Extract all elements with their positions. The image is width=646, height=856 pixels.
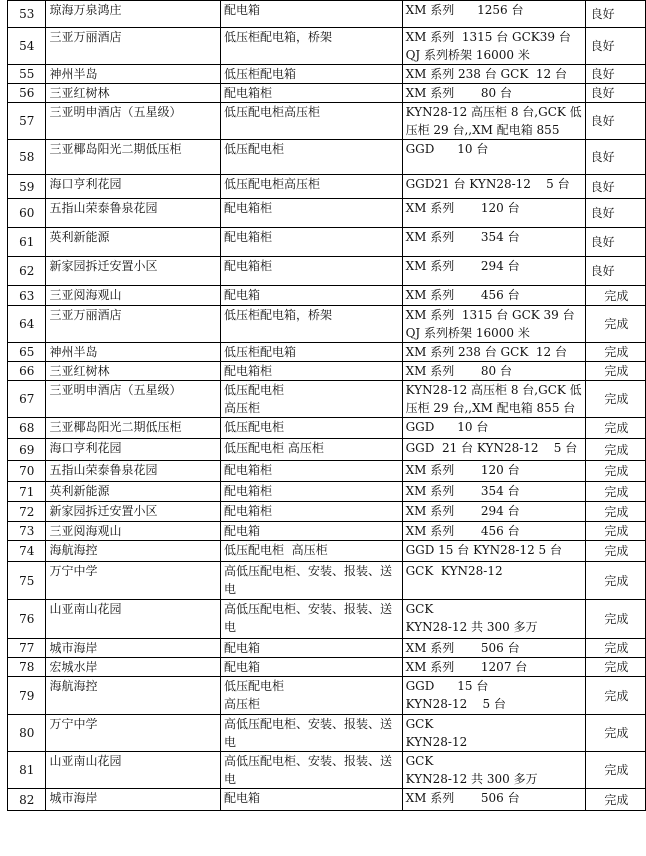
project-name-cell xyxy=(46,28,221,65)
table-row xyxy=(8,257,646,286)
equipment-detail-cell xyxy=(402,28,585,65)
equipment-type-cell xyxy=(221,28,403,65)
equipment-type-line: 配电箱柜 xyxy=(224,484,273,498)
equipment-detail-cell xyxy=(402,502,585,522)
equipment-detail-line: XM 系列 1207 台 xyxy=(405,660,528,674)
equipment-detail-line: GCK xyxy=(405,717,434,731)
status-cell: 良好 xyxy=(585,140,645,175)
equipment-type-cell xyxy=(221,199,403,228)
table-row xyxy=(8,715,646,752)
equipment-detail-line: GGD 15 台 KYN28-12 5 台 xyxy=(405,543,562,557)
table-row xyxy=(8,28,646,65)
row-number: 56 xyxy=(8,84,46,103)
equipment-type-cell xyxy=(221,677,403,715)
equipment-type-cell xyxy=(221,789,403,811)
row-number: 73 xyxy=(8,522,46,541)
project-name-line: 海航海控 xyxy=(49,679,98,693)
project-name-line: 三亚阅海观山 xyxy=(49,524,122,538)
status-cell: 完成 xyxy=(585,789,645,811)
equipment-detail-cell xyxy=(402,1,585,28)
row-number: 63 xyxy=(8,286,46,306)
table-row xyxy=(8,362,646,381)
equipment-detail-cell xyxy=(402,306,585,343)
equipment-detail-line: GGD 10 台 xyxy=(405,420,489,434)
equipment-type-line: 高低压配电柜、安装、报装、送 xyxy=(224,602,393,616)
equipment-type-cell xyxy=(221,140,403,175)
equipment-type-line: 电 xyxy=(224,735,237,749)
row-number: 68 xyxy=(8,418,46,439)
equipment-detail-line: QJ 系列桥架 16000 米 xyxy=(405,48,530,62)
project-table-body xyxy=(8,1,646,811)
equipment-detail-line: KYN28-12 高压柜 8 台,GCK 低 xyxy=(405,383,582,397)
status-cell: 完成 xyxy=(585,439,645,461)
status-cell: 完成 xyxy=(585,658,645,677)
row-number: 59 xyxy=(8,175,46,199)
table-row xyxy=(8,103,646,140)
row-number: 69 xyxy=(8,439,46,461)
equipment-detail-line: 压柜 29 台,,XM 配电箱 855 xyxy=(405,123,560,137)
table-row xyxy=(8,789,646,811)
table-row xyxy=(8,140,646,175)
status-cell: 良好 xyxy=(585,1,645,28)
equipment-detail-cell xyxy=(402,677,585,715)
project-name-cell xyxy=(46,658,221,677)
table-row xyxy=(8,600,646,639)
equipment-detail-line: 压柜 29 台,,XM 配电箱 855 台 xyxy=(405,401,576,415)
row-number: 65 xyxy=(8,343,46,362)
equipment-detail-line: XM 系列 506 台 xyxy=(405,791,520,805)
equipment-detail-cell xyxy=(402,362,585,381)
status-cell: 良好 xyxy=(585,65,645,84)
row-number: 81 xyxy=(8,752,46,789)
equipment-type-line: 配电箱 xyxy=(224,524,261,538)
project-name-line: 宏城水岸 xyxy=(49,660,98,674)
row-number: 72 xyxy=(8,502,46,522)
project-name-line: 五指山荣泰鲁泉花园 xyxy=(49,201,158,215)
equipment-detail-line: KYN28-12 5 台 xyxy=(405,697,506,711)
equipment-type-line: 配电箱柜 xyxy=(224,463,273,477)
equipment-detail-cell xyxy=(402,65,585,84)
project-name-line: 三亚红树林 xyxy=(49,364,110,378)
equipment-detail-cell xyxy=(402,658,585,677)
equipment-detail-line: XM 系列 1256 台 xyxy=(405,3,524,17)
equipment-type-cell xyxy=(221,715,403,752)
project-name-cell xyxy=(46,65,221,84)
project-name-line: 三亚明申酒店（五星级） xyxy=(49,105,182,119)
status-cell: 良好 xyxy=(585,228,645,257)
project-name-cell xyxy=(46,418,221,439)
table-row xyxy=(8,562,646,600)
project-name-cell xyxy=(46,482,221,502)
equipment-type-line: 配电箱 xyxy=(224,288,261,302)
project-name-cell xyxy=(46,362,221,381)
row-number: 55 xyxy=(8,65,46,84)
equipment-type-cell xyxy=(221,658,403,677)
equipment-type-line: 配电箱柜 xyxy=(224,86,273,100)
equipment-type-line: 低压配电柜 高压柜 xyxy=(224,441,324,455)
equipment-type-cell xyxy=(221,381,403,418)
table-row xyxy=(8,343,646,362)
project-name-line: 英利新能源 xyxy=(49,230,110,244)
project-name-line: 神州半岛 xyxy=(49,345,98,359)
equipment-detail-line: XM 系列 1315 台 GCK39 台 xyxy=(405,30,571,44)
row-number: 64 xyxy=(8,306,46,343)
status-cell: 完成 xyxy=(585,639,645,658)
project-name-line: 三亚椰岛阳光二期低压柜 xyxy=(49,420,182,434)
project-name-line: 琼海万泉鸿庄 xyxy=(49,3,122,17)
project-name-line: 新家园拆迁安置小区 xyxy=(49,259,158,273)
status-cell: 完成 xyxy=(585,461,645,482)
equipment-type-line: 配电箱柜 xyxy=(224,201,273,215)
equipment-detail-cell xyxy=(402,439,585,461)
equipment-detail-line: GCK xyxy=(405,754,434,768)
project-name-cell xyxy=(46,715,221,752)
equipment-type-cell xyxy=(221,541,403,562)
equipment-detail-cell xyxy=(402,639,585,658)
project-name-line: 海航海控 xyxy=(49,543,98,557)
equipment-type-cell xyxy=(221,343,403,362)
row-number: 53 xyxy=(8,1,46,28)
status-cell: 良好 xyxy=(585,84,645,103)
equipment-type-line: 高压柜 xyxy=(224,401,261,415)
table-row xyxy=(8,175,646,199)
project-name-line: 新家园拆迁安置小区 xyxy=(49,504,158,518)
status-cell: 完成 xyxy=(585,562,645,600)
table-row xyxy=(8,461,646,482)
project-name-line: 城市海岸 xyxy=(49,641,98,655)
equipment-detail-cell xyxy=(402,199,585,228)
project-name-cell xyxy=(46,228,221,257)
equipment-detail-line: XM 系列 80 台 xyxy=(405,86,512,100)
project-name-cell xyxy=(46,103,221,140)
equipment-type-line: 低压配电柜 xyxy=(224,420,285,434)
equipment-type-line: 低压柜配电箱 xyxy=(224,345,297,359)
equipment-type-line: 电 xyxy=(224,772,237,786)
equipment-detail-cell xyxy=(402,541,585,562)
equipment-type-cell xyxy=(221,482,403,502)
equipment-type-line: 低压柜配电箱 xyxy=(224,67,297,81)
equipment-detail-cell xyxy=(402,715,585,752)
status-cell: 完成 xyxy=(585,482,645,502)
row-number: 75 xyxy=(8,562,46,600)
equipment-detail-line: XM 系列 238 台 GCK 12 台 xyxy=(405,345,568,359)
equipment-type-cell xyxy=(221,639,403,658)
row-number: 78 xyxy=(8,658,46,677)
equipment-type-line: 低压柜配电箱，桥架 xyxy=(224,308,333,322)
row-number: 77 xyxy=(8,639,46,658)
equipment-type-cell xyxy=(221,257,403,286)
equipment-detail-line: KYN28-12 高压柜 8 台,GCK 低 xyxy=(405,105,582,119)
table-row xyxy=(8,286,646,306)
status-cell: 完成 xyxy=(585,343,645,362)
project-name-cell xyxy=(46,439,221,461)
equipment-type-cell xyxy=(221,362,403,381)
project-name-cell xyxy=(46,175,221,199)
equipment-detail-line: XM 系列 456 台 xyxy=(405,524,520,538)
project-name-cell xyxy=(46,502,221,522)
table-row xyxy=(8,65,646,84)
status-cell: 完成 xyxy=(585,677,645,715)
equipment-detail-cell xyxy=(402,600,585,639)
equipment-detail-line: XM 系列 456 台 xyxy=(405,288,520,302)
status-cell: 良好 xyxy=(585,103,645,140)
row-number: 66 xyxy=(8,362,46,381)
equipment-type-line: 低压配电柜 xyxy=(224,383,285,397)
equipment-detail-line: GGD 15 台 xyxy=(405,679,489,693)
project-name-cell xyxy=(46,140,221,175)
equipment-detail-cell xyxy=(402,381,585,418)
status-cell: 完成 xyxy=(585,600,645,639)
equipment-detail-cell xyxy=(402,482,585,502)
row-number: 80 xyxy=(8,715,46,752)
row-number: 70 xyxy=(8,461,46,482)
project-name-line: 城市海岸 xyxy=(49,791,98,805)
equipment-detail-line: XM 系列 238 台 GCK 12 台 xyxy=(405,67,568,81)
table-row xyxy=(8,502,646,522)
project-name-line: 三亚万丽酒店 xyxy=(49,308,122,322)
equipment-type-cell xyxy=(221,600,403,639)
equipment-type-cell xyxy=(221,439,403,461)
equipment-detail-cell xyxy=(402,461,585,482)
equipment-type-line: 配电箱 xyxy=(224,641,261,655)
equipment-type-line: 低压柜配电箱，桥架 xyxy=(224,30,333,44)
row-number: 54 xyxy=(8,28,46,65)
equipment-detail-line: XM 系列 506 台 xyxy=(405,641,520,655)
status-cell: 完成 xyxy=(585,541,645,562)
equipment-detail-line: GGD 10 台 xyxy=(405,142,489,156)
equipment-detail-cell xyxy=(402,286,585,306)
equipment-type-line: 低压配电柜 xyxy=(224,142,285,156)
equipment-detail-line: XM 系列 120 台 xyxy=(405,201,520,215)
equipment-type-line: 高压柜 xyxy=(224,697,261,711)
equipment-type-line: 配电箱 xyxy=(224,791,261,805)
equipment-type-cell xyxy=(221,175,403,199)
equipment-type-line: 配电箱柜 xyxy=(224,364,273,378)
table-row xyxy=(8,658,646,677)
equipment-type-cell xyxy=(221,418,403,439)
equipment-type-line: 电 xyxy=(224,582,237,596)
project-table xyxy=(7,0,646,811)
equipment-detail-line: XM 系列 294 台 xyxy=(405,504,520,518)
project-name-line: 神州半岛 xyxy=(49,67,98,81)
equipment-type-cell xyxy=(221,1,403,28)
equipment-type-line: 配电箱 xyxy=(224,660,261,674)
status-cell: 完成 xyxy=(585,752,645,789)
table-row xyxy=(8,1,646,28)
status-cell: 完成 xyxy=(585,362,645,381)
table-row xyxy=(8,482,646,502)
project-name-cell xyxy=(46,1,221,28)
equipment-type-line: 配电箱柜 xyxy=(224,230,273,244)
row-number: 61 xyxy=(8,228,46,257)
project-name-line: 三亚阅海观山 xyxy=(49,288,122,302)
equipment-detail-line: XM 系列 80 台 xyxy=(405,364,512,378)
row-number: 60 xyxy=(8,199,46,228)
equipment-detail-line: GGD21 台 KYN28-12 5 台 xyxy=(405,177,570,191)
project-name-line: 山亚南山花园 xyxy=(49,602,122,616)
equipment-detail-line: GCK xyxy=(405,602,434,616)
project-name-line: 三亚椰岛阳光二期低压柜 xyxy=(49,142,182,156)
equipment-type-cell xyxy=(221,522,403,541)
status-cell: 完成 xyxy=(585,306,645,343)
row-number: 67 xyxy=(8,381,46,418)
equipment-type-line: 配电箱 xyxy=(224,3,261,17)
status-cell: 完成 xyxy=(585,418,645,439)
status-cell: 良好 xyxy=(585,175,645,199)
project-name-line: 三亚明申酒店（五星级） xyxy=(49,383,182,397)
equipment-detail-cell xyxy=(402,522,585,541)
project-name-line: 万宁中学 xyxy=(49,717,98,731)
table-row xyxy=(8,522,646,541)
project-name-line: 山亚南山花园 xyxy=(49,754,122,768)
project-name-cell xyxy=(46,461,221,482)
equipment-detail-line: XM 系列 354 台 xyxy=(405,484,520,498)
status-cell: 完成 xyxy=(585,715,645,752)
project-name-cell xyxy=(46,600,221,639)
project-name-line: 五指山荣泰鲁泉花园 xyxy=(49,463,158,477)
equipment-detail-cell xyxy=(402,752,585,789)
project-name-cell xyxy=(46,752,221,789)
status-cell: 完成 xyxy=(585,286,645,306)
equipment-detail-line: XM 系列 294 台 xyxy=(405,259,520,273)
project-name-cell xyxy=(46,381,221,418)
project-name-line: 英利新能源 xyxy=(49,484,110,498)
equipment-detail-line: KYN28-12 共 300 多万 xyxy=(405,772,538,786)
row-number: 57 xyxy=(8,103,46,140)
project-name-cell xyxy=(46,199,221,228)
table-row xyxy=(8,639,646,658)
project-name-cell xyxy=(46,286,221,306)
status-cell: 完成 xyxy=(585,522,645,541)
equipment-type-cell xyxy=(221,228,403,257)
project-name-cell xyxy=(46,343,221,362)
table-row xyxy=(8,541,646,562)
equipment-type-line: 电 xyxy=(224,620,237,634)
equipment-detail-line: KYN28-12 共 300 多万 xyxy=(405,620,538,634)
equipment-type-cell xyxy=(221,752,403,789)
equipment-detail-cell xyxy=(402,228,585,257)
equipment-detail-line: XM 系列 1315 台 GCK 39 台 xyxy=(405,308,575,322)
row-number: 62 xyxy=(8,257,46,286)
equipment-type-cell xyxy=(221,65,403,84)
equipment-type-cell xyxy=(221,502,403,522)
status-cell: 完成 xyxy=(585,502,645,522)
project-name-cell xyxy=(46,306,221,343)
equipment-detail-line: QJ 系列桥架 16000 米 xyxy=(405,326,530,340)
equipment-type-cell xyxy=(221,306,403,343)
row-number: 79 xyxy=(8,677,46,715)
project-name-line: 三亚万丽酒店 xyxy=(49,30,122,44)
row-number: 76 xyxy=(8,600,46,639)
project-name-line: 海口亨利花园 xyxy=(49,441,122,455)
table-row xyxy=(8,199,646,228)
equipment-detail-cell xyxy=(402,418,585,439)
table-row xyxy=(8,84,646,103)
table-row xyxy=(8,381,646,418)
project-name-cell xyxy=(46,789,221,811)
equipment-type-cell xyxy=(221,103,403,140)
table-row xyxy=(8,418,646,439)
equipment-type-cell xyxy=(221,286,403,306)
status-cell: 良好 xyxy=(585,28,645,65)
equipment-type-cell xyxy=(221,562,403,600)
equipment-detail-cell xyxy=(402,103,585,140)
table-row xyxy=(8,306,646,343)
project-name-cell xyxy=(46,677,221,715)
project-name-cell xyxy=(46,84,221,103)
equipment-detail-cell xyxy=(402,175,585,199)
equipment-detail-line: XM 系列 354 台 xyxy=(405,230,520,244)
equipment-type-line: 低压配电柜高压柜 xyxy=(224,105,321,119)
project-name-cell xyxy=(46,541,221,562)
equipment-type-line: 高低压配电柜、安装、报装、送 xyxy=(224,754,393,768)
row-number: 82 xyxy=(8,789,46,811)
project-name-line: 海口亨利花园 xyxy=(49,177,122,191)
equipment-type-line: 低压配电柜 xyxy=(224,679,285,693)
project-name-cell xyxy=(46,562,221,600)
table-row xyxy=(8,752,646,789)
row-number: 58 xyxy=(8,140,46,175)
project-name-line: 三亚红树林 xyxy=(49,86,110,100)
equipment-type-line: 配电箱柜 xyxy=(224,504,273,518)
equipment-type-line: 低压配电柜 高压柜 xyxy=(224,543,328,557)
status-cell: 良好 xyxy=(585,199,645,228)
equipment-detail-cell xyxy=(402,84,585,103)
project-name-line: 万宁中学 xyxy=(49,564,98,578)
equipment-detail-cell xyxy=(402,257,585,286)
table-row xyxy=(8,677,646,715)
equipment-detail-cell xyxy=(402,789,585,811)
equipment-detail-line: KYN28-12 xyxy=(405,735,468,749)
equipment-detail-cell xyxy=(402,343,585,362)
table-row xyxy=(8,228,646,257)
equipment-detail-line: GGD 21 台 KYN28-12 5 台 xyxy=(405,441,578,455)
project-name-cell xyxy=(46,639,221,658)
equipment-type-line: 高低压配电柜、安装、报装、送 xyxy=(224,564,393,578)
row-number: 74 xyxy=(8,541,46,562)
equipment-detail-line: GCK KYN28-12 xyxy=(405,564,503,578)
equipment-detail-cell xyxy=(402,140,585,175)
table-row xyxy=(8,439,646,461)
status-cell: 完成 xyxy=(585,381,645,418)
status-cell: 良好 xyxy=(585,257,645,286)
equipment-type-cell xyxy=(221,84,403,103)
equipment-detail-cell xyxy=(402,562,585,600)
equipment-type-line: 配电箱柜 xyxy=(224,259,273,273)
project-name-cell xyxy=(46,257,221,286)
equipment-type-line: 低压配电柜高压柜 xyxy=(224,177,321,191)
project-name-cell xyxy=(46,522,221,541)
row-number: 71 xyxy=(8,482,46,502)
equipment-type-cell xyxy=(221,461,403,482)
equipment-type-line: 高低压配电柜、安装、报装、送 xyxy=(224,717,393,731)
equipment-detail-line: XM 系列 120 台 xyxy=(405,463,520,477)
